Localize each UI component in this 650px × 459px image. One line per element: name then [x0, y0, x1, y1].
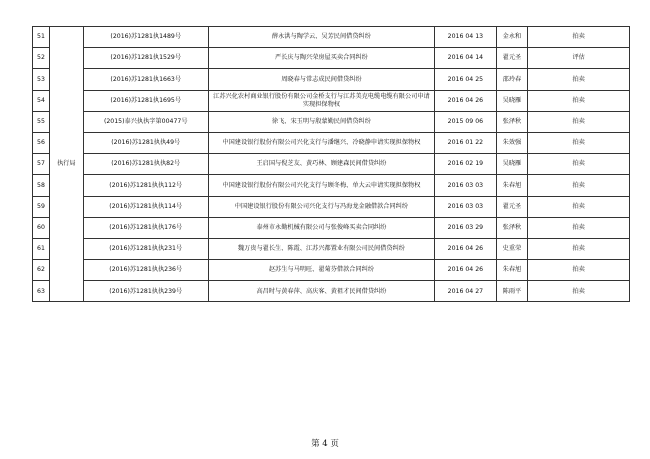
case-number: (2016)苏1281执执231号	[83, 238, 208, 259]
table-row	[33, 69, 630, 90]
row-number: 62	[33, 260, 50, 281]
table-row	[33, 217, 630, 238]
disposal-method: 拍卖	[528, 196, 630, 217]
table-row	[33, 260, 630, 281]
table-row	[33, 175, 630, 196]
table-row	[33, 154, 630, 175]
judge-name: 朱春旭	[496, 260, 528, 281]
case-number: (2016)苏1281执执239号	[83, 281, 208, 302]
judge-name: 张泽秋	[496, 217, 528, 238]
case-cause: 王启国与倪芝友、黄巧林、顾建森民间借贷纠纷	[208, 154, 435, 175]
judge-name: 邵玲春	[496, 69, 528, 90]
row-number: 60	[33, 217, 50, 238]
filing-date: 2016 03 29	[435, 217, 496, 238]
row-number: 52	[33, 48, 50, 69]
judge-name: 翟元圣	[496, 196, 528, 217]
case-number: (2016)苏1281执1663号	[83, 69, 208, 90]
table-row	[33, 196, 630, 217]
department-cell: 执行局	[49, 27, 83, 302]
case-cause: 高昌时与黄春萍、高庆客、黄祖才民间借贷纠纷	[208, 281, 435, 302]
case-cause: 江苏兴化农村商业银行股份有限公司金桥支行与江苏美克电缆电缆有限公司申请实现担保物权	[208, 90, 435, 111]
table-row	[33, 238, 630, 259]
case-cause: 薛永洪与陶学云、吴芳民间借贷纠纷	[208, 27, 435, 48]
case-number: (2016)苏1281执执114号	[83, 196, 208, 217]
judge-name: 朱效强	[496, 132, 528, 153]
disposal-method: 拍卖	[528, 217, 630, 238]
table-row	[33, 281, 630, 302]
table-row	[33, 27, 630, 48]
case-cause: 泰州市永勤机械有限公司与张俊峰买卖合同纠纷	[208, 217, 435, 238]
filing-date: 2016 04 26	[435, 90, 496, 111]
disposal-method: 拍卖	[528, 132, 630, 153]
page-number: 第 4 页	[311, 439, 339, 449]
filing-date: 2016 04 13	[435, 27, 496, 48]
disposal-method: 拍卖	[528, 281, 630, 302]
judge-name: 陈雨平	[496, 281, 528, 302]
row-number: 53	[33, 69, 50, 90]
judge-name: 金永和	[496, 27, 528, 48]
table-row	[33, 111, 630, 132]
disposal-method: 拍卖	[528, 69, 630, 90]
row-number: 57	[33, 154, 50, 175]
disposal-method: 拍卖	[528, 111, 630, 132]
case-number: (2015)泰兴执执字第00477号	[83, 111, 208, 132]
filing-date: 2016 03 03	[435, 175, 496, 196]
filing-date: 2016 02 19	[435, 154, 496, 175]
case-table	[32, 26, 630, 302]
row-number: 56	[33, 132, 50, 153]
filing-date: 2016 04 25	[435, 69, 496, 90]
disposal-method: 拍卖	[528, 27, 630, 48]
row-number: 61	[33, 238, 50, 259]
case-number: (2016)苏1281执1695号	[83, 90, 208, 111]
case-cause: 中国建设银行股份有限公司兴化支行与冯海龙金融借款合同纠纷	[208, 196, 435, 217]
case-table-body	[33, 27, 630, 302]
filing-date: 2016 01 22	[435, 132, 496, 153]
judge-name: 翟元圣	[496, 48, 528, 69]
case-cause: 中国建设银行股份有限公司兴化支行与顾冬梅、单大云申请实现担保物权	[208, 175, 435, 196]
judge-name: 史重荣	[496, 238, 528, 259]
disposal-method: 拍卖	[528, 154, 630, 175]
case-cause: 严长庆与陶兴荣房屋买卖合同纠纷	[208, 48, 435, 69]
case-cause: 魏万贵与翟长生、陈霞、江苏兴都置业有限公司民间借贷纠纷	[208, 238, 435, 259]
disposal-method: 评估	[528, 48, 630, 69]
judge-name: 朱春旭	[496, 175, 528, 196]
case-cause: 中国建设银行股份有限公司兴化支行与潘继兴、冷晓静申请实现担保物权	[208, 132, 435, 153]
row-number: 63	[33, 281, 50, 302]
case-cause: 徐飞、宋玉明与殷蒙勤民间借贷纠纷	[208, 111, 435, 132]
filing-date: 2016 04 26	[435, 260, 496, 281]
case-cause: 赵苏生与马明旺、翟菊芬借款合同纠纷	[208, 260, 435, 281]
case-number: (2016)苏1281执1489号	[83, 27, 208, 48]
case-number: (2016)苏1281执执236号	[83, 260, 208, 281]
filing-date: 2016 03 03	[435, 196, 496, 217]
judge-name: 张泽秋	[496, 111, 528, 132]
filing-date: 2016 04 27	[435, 281, 496, 302]
disposal-method: 拍卖	[528, 175, 630, 196]
case-number: (2016)苏1281执执176号	[83, 217, 208, 238]
case-number: (2016)苏1281执执49号	[83, 132, 208, 153]
filing-date: 2015 09 06	[435, 111, 496, 132]
row-number: 59	[33, 196, 50, 217]
case-number: (2016)苏1281执1529号	[83, 48, 208, 69]
judge-name: 吴晓雁	[496, 154, 528, 175]
table-row	[33, 90, 630, 111]
row-number: 54	[33, 90, 50, 111]
judge-name: 吴晓雁	[496, 90, 528, 111]
case-cause: 周晓春与常志成民间借贷纠纷	[208, 69, 435, 90]
disposal-method: 拍卖	[528, 260, 630, 281]
disposal-method: 拍卖	[528, 90, 630, 111]
table-row	[33, 132, 630, 153]
row-number: 51	[33, 27, 50, 48]
case-number: (2016)苏1281执执82号	[83, 154, 208, 175]
disposal-method: 拍卖	[528, 238, 630, 259]
filing-date: 2016 04 14	[435, 48, 496, 69]
table-row	[33, 48, 630, 69]
case-number: (2016)苏1281执执112号	[83, 175, 208, 196]
row-number: 55	[33, 111, 50, 132]
row-number: 58	[33, 175, 50, 196]
filing-date: 2016 04 26	[435, 238, 496, 259]
